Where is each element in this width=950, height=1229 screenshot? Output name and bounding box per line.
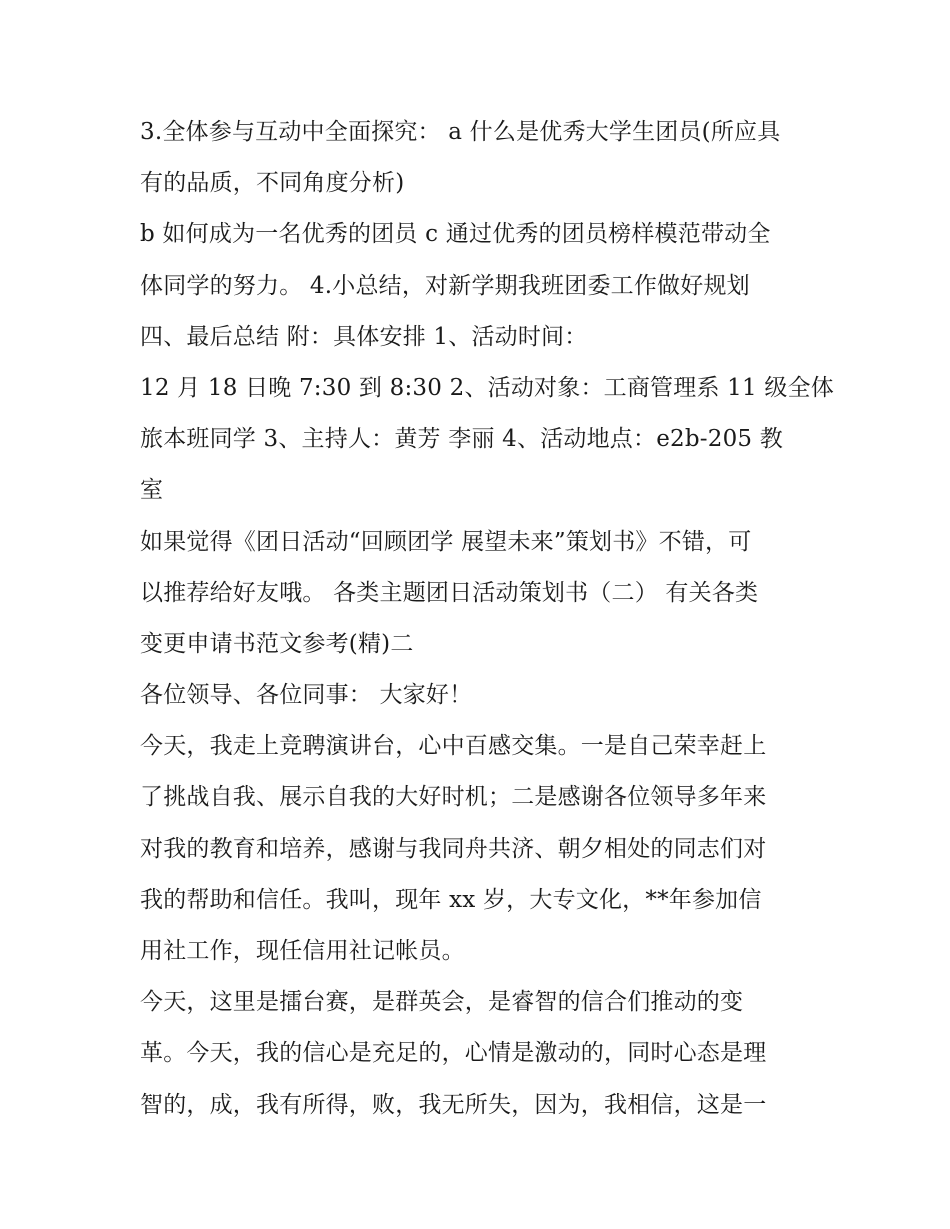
text-line: 革。今天，我的信心是充足的，心情是激动的，同时心态是理 xyxy=(140,1040,767,1067)
text-line: 变更申请书范文参考(精)二 xyxy=(140,630,414,657)
text-line: 如果觉得《团日活动“回顾团学 展望未来”策划书》不错，可 xyxy=(140,528,752,555)
text-line: 我的帮助和信任。我叫，现年 xx 岁，大专文化，**年参加信 xyxy=(140,886,762,913)
document-page xyxy=(140,107,834,1131)
text-line: 智的，成，我有所得，败，我无所失，因为，我相信，这是一 xyxy=(140,1091,767,1118)
text-line: 四、最后总结 附：具体安排 1、活动时间： xyxy=(140,323,588,350)
text-line: 体同学的努力。 4.小总结，对新学期我班团委工作做好规划 xyxy=(140,272,750,299)
text-line: b 如何成为一名优秀的团员 c 通过优秀的团员榜样模范带动全 xyxy=(140,221,771,248)
text-line: 有的品质，不同角度分析) xyxy=(140,170,405,197)
text-line: 了挑战自我、展示自我的大好时机；二是感谢各位领导多年来 xyxy=(140,784,767,811)
text-line: 今天，这里是擂台赛，是群英会，是睿智的信合们推动的变 xyxy=(140,989,744,1016)
text-line: 12 月 18 日晚 7:30 到 8:30 2、活动对象：工商管理系 11 级全体 xyxy=(140,374,834,401)
text-line: 3.全体参与互动中全面探究： a 什么是优秀大学生团员(所应具 xyxy=(140,119,781,145)
text-line: 用社工作，现任信用社记帐员。 xyxy=(140,938,465,964)
text-line: 对我的教育和培养，感谢与我同舟共济、朝夕相处的同志们对 xyxy=(140,835,767,862)
text-line: 室 xyxy=(140,477,164,504)
text-line: 今天，我走上竞聘演讲台，心中百感交集。一是自己荣幸赶上 xyxy=(140,733,767,760)
text-line: 各位领导、各位同事： 大家好！ xyxy=(140,682,473,709)
text-line: 旅本班同学 3、主持人：黄芳 李丽 4、活动地点：e2b-205 教 xyxy=(140,426,783,453)
text-line: 以推荐给好友哦。 各类主题团日活动策划书（二） 有关各类 xyxy=(140,579,759,606)
